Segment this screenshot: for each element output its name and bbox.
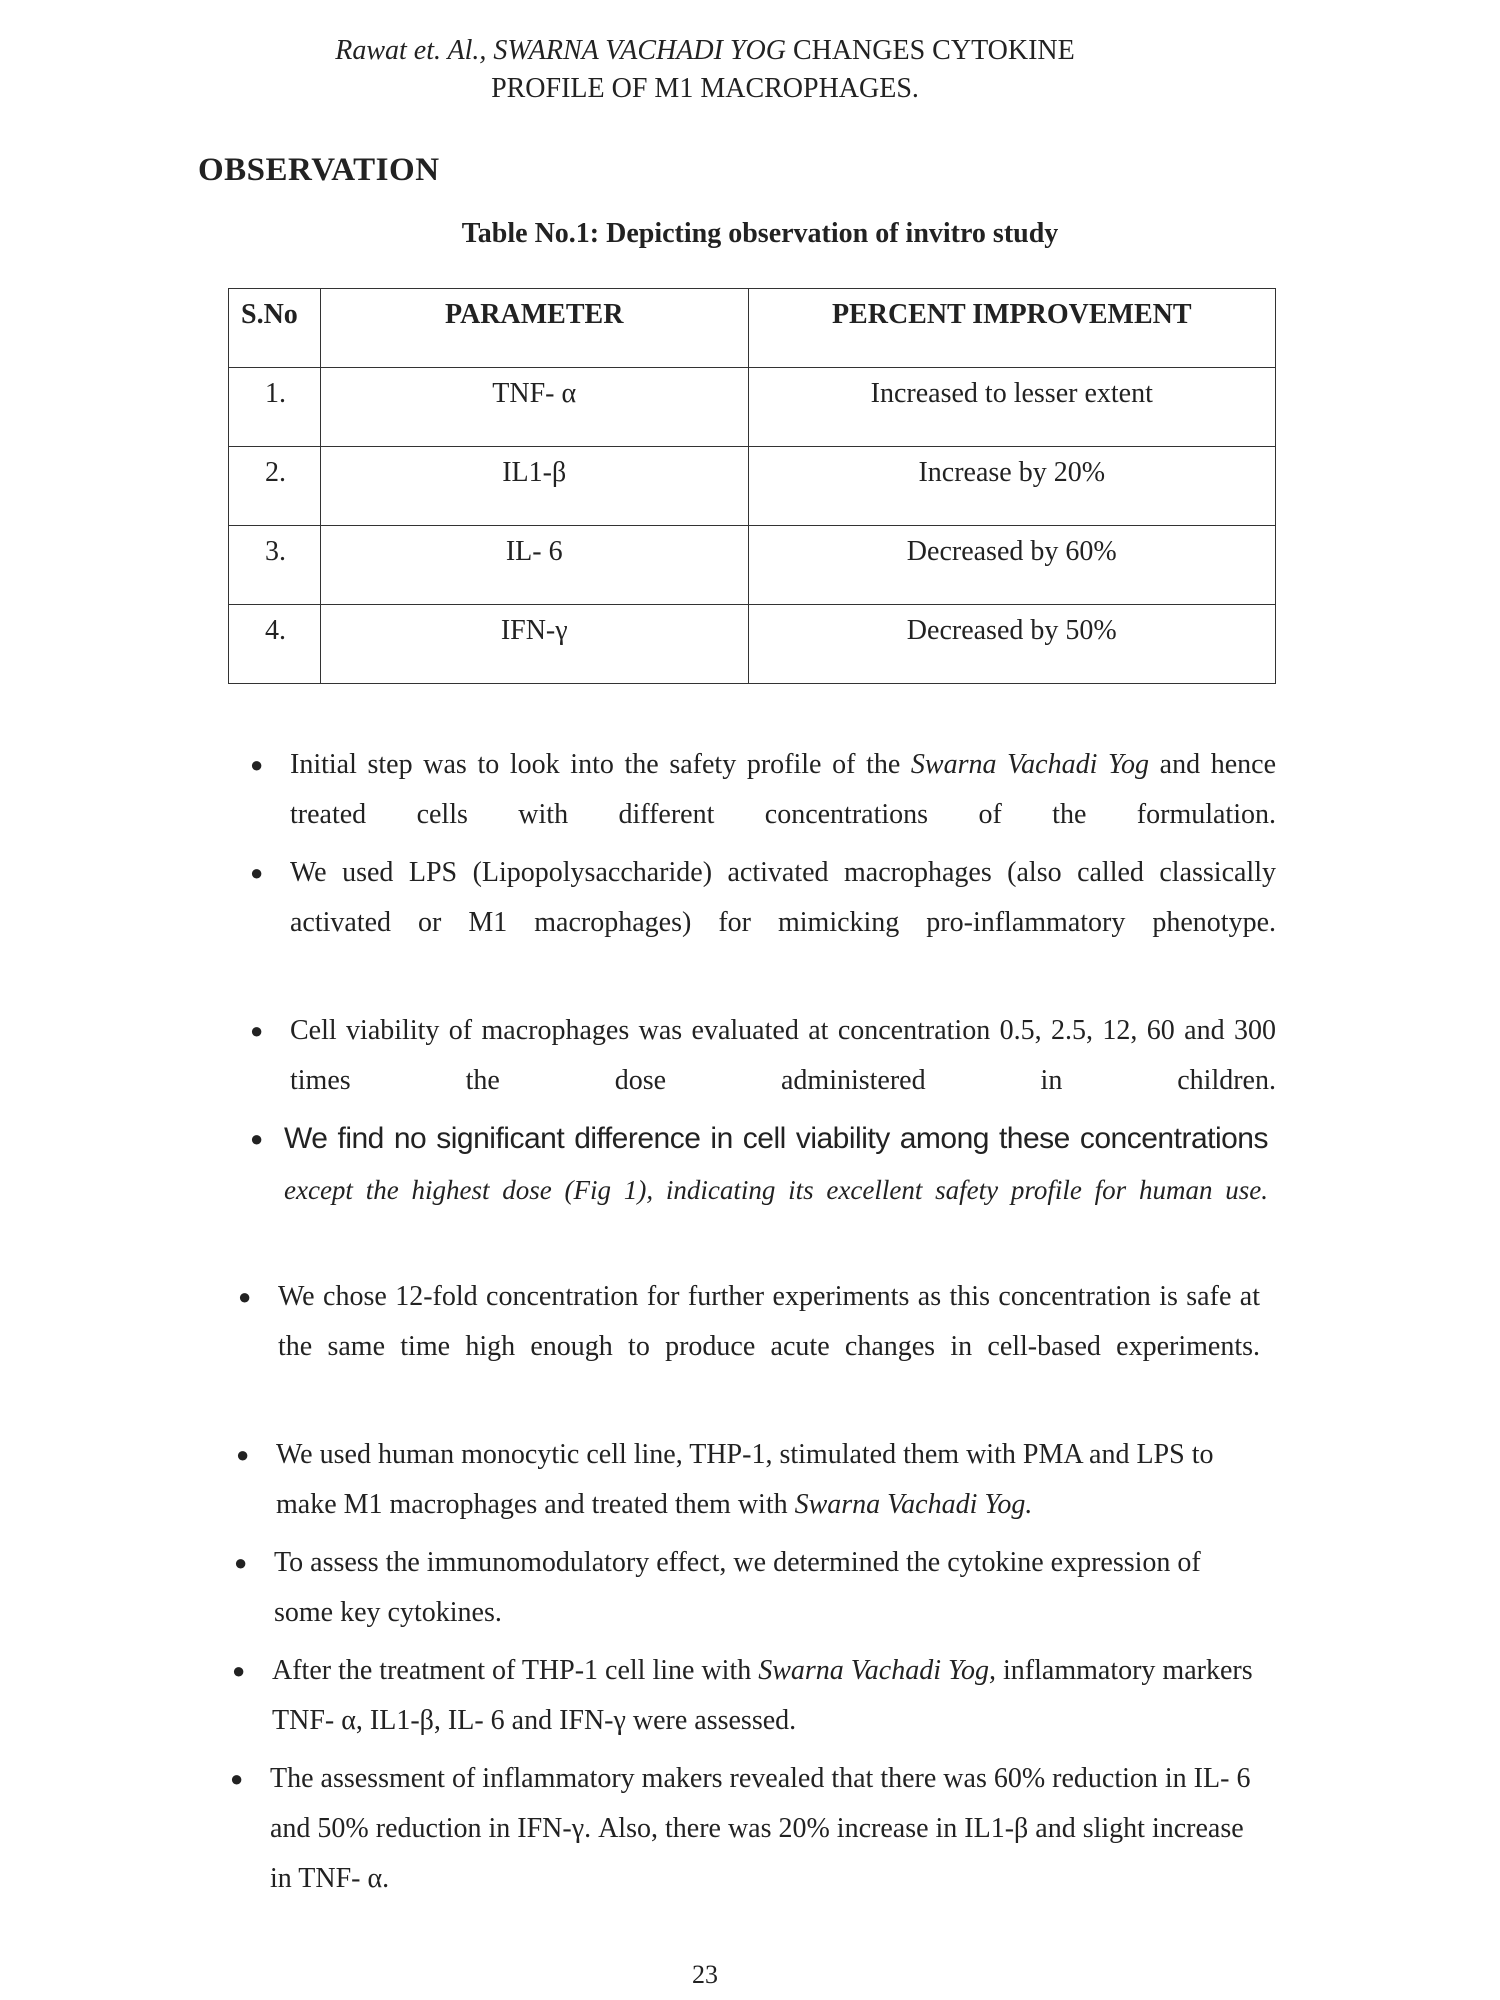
bullet-icon: ● bbox=[238, 1284, 252, 1309]
list-item bbox=[238, 1272, 1260, 1422]
table-row bbox=[229, 605, 1276, 684]
cell-sno: 2. bbox=[229, 447, 321, 526]
bullet-icon: ● bbox=[232, 1658, 246, 1683]
list-item-text: Cell viability of macrophages was evaluated at concentration 0.5, 2.5, 12, 60 and 300 times the dose administered in children. bbox=[290, 1015, 1276, 1096]
header-title-italic: SWARNA VACHADI YOG bbox=[493, 35, 786, 66]
list-item-text bbox=[284, 1114, 1268, 1266]
header-title-rest: CHANGES CYTOKINE bbox=[792, 35, 1075, 66]
list-item-text-part: After the treatment of THP-1 cell line with bbox=[272, 1655, 759, 1686]
bullet-icon: ● bbox=[250, 860, 264, 885]
header-authors: Rawat et. Al., bbox=[335, 35, 487, 66]
list-item-text-italic: Swarna Vachadi Yog bbox=[910, 749, 1149, 780]
bullet-icon: ● bbox=[236, 1442, 250, 1467]
cell-improvement: Increased to lesser extent bbox=[748, 368, 1275, 447]
cell-parameter: IFN-γ bbox=[320, 605, 748, 684]
bullet-icon: ● bbox=[250, 752, 264, 777]
table-header-row bbox=[229, 289, 1276, 368]
list-item-text: We used LPS (Lipopolysaccharide) activated macrophages (also called classically activated or M1 macrophages) for mimicking pro-inflammatory phenotype. bbox=[290, 857, 1276, 938]
running-header-line-2: PROFILE OF M1 MACROPHAGES. bbox=[491, 73, 919, 104]
cell-improvement: Decreased by 50% bbox=[748, 605, 1275, 684]
list-item-text-part: We find no significant difference in cell viability among these concentrations bbox=[284, 1122, 1268, 1155]
list-item-text-part: and hence treated cells with different concentrations of the formulation. bbox=[290, 749, 1276, 830]
list-item-text-part: Initial step was to look into the safety profile of the bbox=[290, 749, 911, 780]
list-item-text-italic: Swarna Vachadi Yog. bbox=[794, 1489, 1033, 1520]
cell-improvement: Decreased by 60% bbox=[748, 526, 1275, 605]
bullet-icon: ● bbox=[250, 1018, 264, 1043]
list-item-text: The assessment of inflammatory makers revealed that there was 60% reduction in IL- 6 and 50% reduction in IFN-γ. Also, there was 20% increase in IL1-β and slight increase in TNF- α. bbox=[270, 1763, 1251, 1894]
list-item bbox=[230, 1754, 1252, 1954]
list-item bbox=[250, 848, 1276, 998]
bullet-icon: ● bbox=[250, 1126, 264, 1151]
table-row bbox=[229, 368, 1276, 447]
running-header bbox=[0, 32, 1410, 108]
cell-sno: 3. bbox=[229, 526, 321, 605]
running-header-line-1 bbox=[0, 32, 1410, 70]
page-number: 23 bbox=[692, 1960, 718, 1989]
list-item-text: To assess the immunomodulatory effect, we determined the cytokine expression of some key cytokines. bbox=[274, 1547, 1201, 1628]
table-row bbox=[229, 447, 1276, 526]
cell-parameter: IL- 6 bbox=[320, 526, 748, 605]
column-header-sno: S.No bbox=[229, 289, 321, 368]
cell-parameter: TNF- α bbox=[320, 368, 748, 447]
column-header-parameter: PARAMETER bbox=[320, 289, 748, 368]
list-item-text-part: inflammatory markers TNF- α, IL1-β, IL- 6 and IFN-γ were assessed. bbox=[272, 1655, 1253, 1736]
cell-parameter: IL1-β bbox=[320, 447, 748, 526]
table-row bbox=[229, 526, 1276, 605]
cell-improvement: Increase by 20% bbox=[748, 447, 1275, 526]
table-caption: Table No.1: Depicting observation of invitro study bbox=[461, 218, 1059, 249]
list-item-text-part: We used human monocytic cell line, THP-1, stimulated them with PMA and LPS to make M1 macrophages and treated them with bbox=[276, 1439, 1214, 1520]
list-item bbox=[250, 1114, 1268, 1266]
bullet-icon: ● bbox=[230, 1766, 244, 1791]
column-header-improvement: PERCENT IMPROVEMENT bbox=[748, 289, 1275, 368]
observation-table bbox=[228, 288, 1276, 684]
section-heading: OBSERVATION bbox=[198, 152, 440, 188]
list-item-text-italic: except the highest dose (Fig 1), indicating its excellent safety profile for human use. bbox=[284, 1175, 1268, 1205]
cell-sno: 4. bbox=[229, 605, 321, 684]
bullet-icon: ● bbox=[234, 1550, 248, 1575]
list-item-text: We chose 12-fold concentration for further experiments as this concentration is safe at the same time high enough to produce acute changes in cell-based experiments. bbox=[278, 1281, 1260, 1362]
cell-sno: 1. bbox=[229, 368, 321, 447]
list-item-text-italic: Swarna Vachadi Yog, bbox=[758, 1655, 997, 1686]
